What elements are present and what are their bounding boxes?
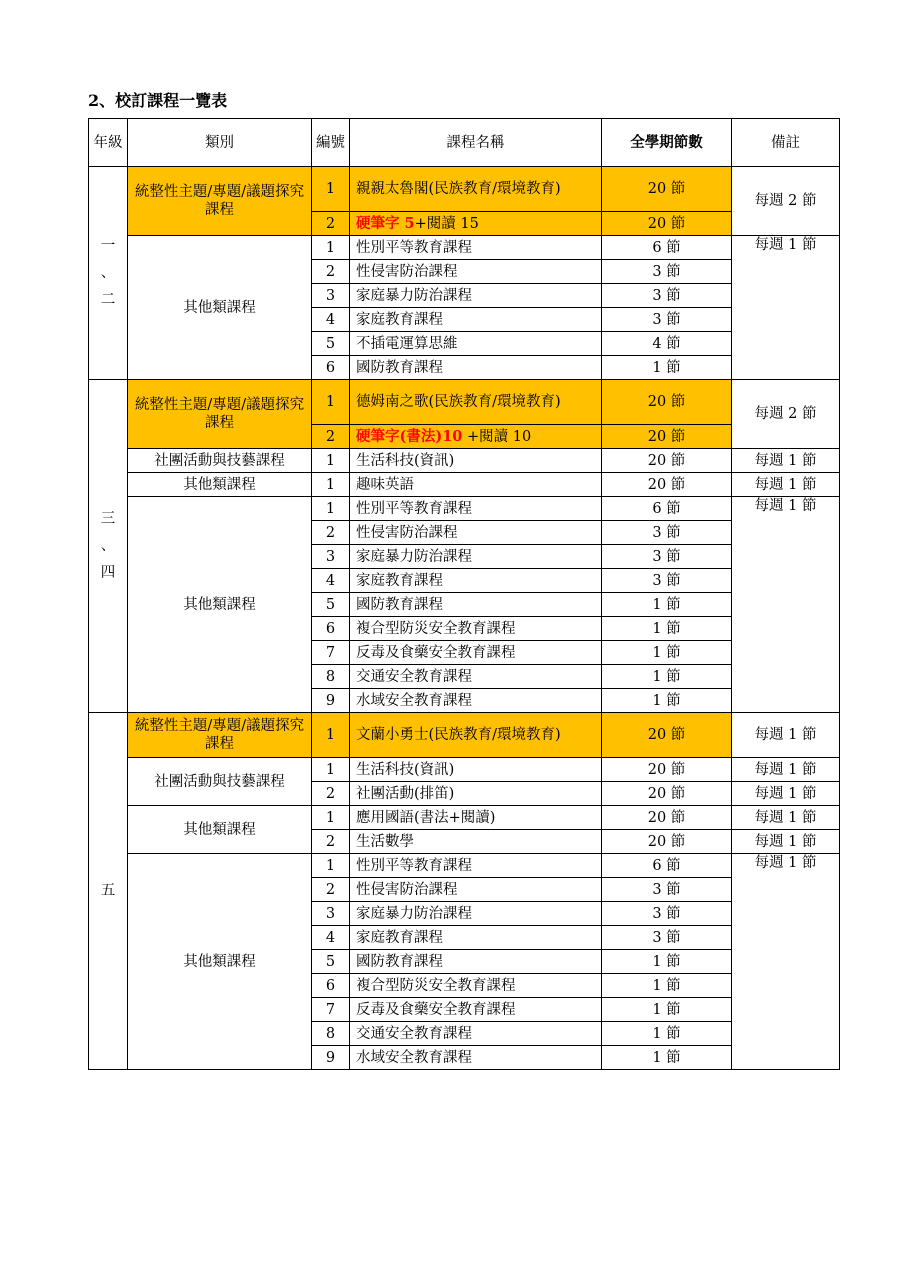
page-title: 2、校訂課程一覽表 [88,91,228,110]
header-course: 課程名稱 [350,119,602,167]
table-row [89,167,840,212]
table-row [89,380,840,425]
course-sessions: 3 節 [602,902,732,926]
course-number: 1 [312,236,350,260]
table-row [89,449,840,473]
course-name: 性別平等教育課程 [350,236,602,260]
course-sessions: 3 節 [602,284,732,308]
grade-char: 、 [100,264,116,281]
course-sessions: 1 節 [602,665,732,689]
course-sessions: 20 節 [602,425,732,449]
category-cell: 統整性主題/專題/議題探究課程 [128,380,312,449]
course-number: 3 [312,284,350,308]
course-number: 6 [312,617,350,641]
course-sessions: 1 節 [602,1046,732,1070]
course-number: 2 [312,212,350,236]
course-sessions: 20 節 [602,473,732,497]
course-sessions: 1 節 [602,998,732,1022]
course-number: 1 [312,167,350,212]
course-table [88,118,840,1070]
course-number: 9 [312,1046,350,1070]
course-name: 性侵害防治課程 [350,521,602,545]
course-name: 文蘭小勇士(民族教育/環境教育) [350,713,602,758]
course-name: 性別平等教育課程 [350,854,602,878]
course-name: 趣味英語 [350,473,602,497]
course-number: 3 [312,545,350,569]
grade-char: 、 [100,537,116,554]
header-number: 編號 [312,119,350,167]
course-name: 複合型防災安全教育課程 [350,974,602,998]
course-number: 2 [312,782,350,806]
course-sessions: 1 節 [602,593,732,617]
course-sessions: 3 節 [602,260,732,284]
course-name: 反毒及食藥安全教育課程 [350,998,602,1022]
course-number: 3 [312,902,350,926]
course-number: 1 [312,473,350,497]
course-sessions: 1 節 [602,689,732,713]
course-name: 應用國語(書法+閱讀) [350,806,602,830]
header-sessions: 全學期節數 [602,119,732,167]
category-cell: 其他類課程 [128,806,312,854]
table-row [89,497,840,521]
category-cell: 其他類課程 [128,497,312,713]
course-sessions: 20 節 [602,830,732,854]
header-category: 類別 [128,119,312,167]
course-number: 2 [312,521,350,545]
course-sessions: 20 節 [602,758,732,782]
category-cell: 統整性主題/專題/議題探究課程 [128,167,312,236]
course-note: 每週 1 節 [732,497,840,713]
table-row [89,713,840,758]
course-note: 每週 1 節 [732,806,840,830]
course-note: 每週 1 節 [732,758,840,782]
course-sessions: 20 節 [602,806,732,830]
course-name-highlight: 硬筆字(書法)10 [356,427,463,445]
course-name: 德姆南之歌(民族教育/環境教育) [350,380,602,425]
course-name: 生活科技(資訊) [350,449,602,473]
course-name: 生活科技(資訊) [350,758,602,782]
course-number: 2 [312,878,350,902]
course-sessions: 3 節 [602,521,732,545]
header-note: 備註 [732,119,840,167]
course-number: 5 [312,593,350,617]
grade-char: 三 [100,510,116,527]
course-note: 每週 1 節 [732,854,840,1070]
course-name: 反毒及食藥安全教育課程 [350,641,602,665]
course-name: 水域安全教育課程 [350,689,602,713]
course-sessions: 1 節 [602,356,732,380]
course-sessions: 4 節 [602,332,732,356]
course-note: 每週 1 節 [732,473,840,497]
course-number: 6 [312,974,350,998]
course-name: 家庭暴力防治課程 [350,284,602,308]
table-row [89,806,840,830]
course-name: 性侵害防治課程 [350,878,602,902]
course-sessions: 20 節 [602,449,732,473]
course-name: 家庭教育課程 [350,926,602,950]
grade-cell [89,167,128,380]
grade-char: 五 [100,882,116,899]
course-number: 4 [312,308,350,332]
course-name: 性別平等教育課程 [350,497,602,521]
category-cell: 統整性主題/專題/議題探究課程 [128,713,312,758]
course-note: 每週 1 節 [732,830,840,854]
course-name: 國防教育課程 [350,356,602,380]
course-note: 每週 1 節 [732,449,840,473]
course-name: 生活數學 [350,830,602,854]
course-sessions: 3 節 [602,878,732,902]
course-name: 交通安全教育課程 [350,665,602,689]
course-number: 7 [312,641,350,665]
course-name: 交通安全教育課程 [350,1022,602,1046]
category-cell: 其他類課程 [128,473,312,497]
course-note: 每週 1 節 [732,782,840,806]
course-number: 4 [312,569,350,593]
course-name: 家庭教育課程 [350,308,602,332]
course-sessions: 1 節 [602,617,732,641]
course-note: 每週 2 節 [732,167,840,236]
course-sessions: 1 節 [602,1022,732,1046]
course-number: 8 [312,1022,350,1046]
table-row [89,854,840,878]
table-row [89,758,840,782]
course-number: 1 [312,497,350,521]
course-number: 6 [312,356,350,380]
course-name [350,212,602,236]
course-sessions: 20 節 [602,167,732,212]
course-sessions: 3 節 [602,308,732,332]
course-sessions: 3 節 [602,569,732,593]
course-name [350,425,602,449]
course-name: 親親太魯閣(民族教育/環境教育) [350,167,602,212]
course-name: 家庭教育課程 [350,569,602,593]
course-number: 7 [312,998,350,1022]
course-number: 1 [312,758,350,782]
course-name: 水域安全教育課程 [350,1046,602,1070]
course-name-highlight: 硬筆字 5 [356,214,415,232]
course-sessions: 20 節 [602,212,732,236]
course-sessions: 1 節 [602,950,732,974]
course-number: 1 [312,854,350,878]
course-sessions: 6 節 [602,497,732,521]
header-grade: 年級 [89,119,128,167]
course-name: 複合型防災安全教育課程 [350,617,602,641]
course-note: 每週 1 節 [732,713,840,758]
category-cell: 其他類課程 [128,236,312,380]
course-sessions: 3 節 [602,926,732,950]
course-sessions: 6 節 [602,854,732,878]
course-number: 2 [312,830,350,854]
grade-char: 二 [100,291,116,308]
course-sessions: 6 節 [602,236,732,260]
course-number: 2 [312,425,350,449]
course-name: 家庭暴力防治課程 [350,902,602,926]
course-sessions: 20 節 [602,713,732,758]
category-cell: 社團活動與技藝課程 [128,758,312,806]
course-sessions: 3 節 [602,545,732,569]
course-sessions: 20 節 [602,782,732,806]
course-sessions: 1 節 [602,974,732,998]
course-number: 5 [312,950,350,974]
course-name: 不插電運算思維 [350,332,602,356]
course-sessions: 20 節 [602,380,732,425]
course-number: 1 [312,806,350,830]
course-name-rest: +閱讀 15 [414,215,479,232]
course-number: 5 [312,332,350,356]
course-sessions: 1 節 [602,641,732,665]
course-name: 國防教育課程 [350,950,602,974]
table-row [89,473,840,497]
course-name-rest: +閱讀 10 [462,428,532,445]
grade-cell [89,380,128,713]
course-number: 8 [312,665,350,689]
course-note: 每週 2 節 [732,380,840,449]
course-number: 9 [312,689,350,713]
course-note: 每週 1 節 [732,236,840,380]
course-number: 1 [312,380,350,425]
grade-char: 四 [100,564,116,581]
grade-cell [89,713,128,1070]
course-number: 1 [312,449,350,473]
grade-char: 一 [100,237,116,254]
course-number: 2 [312,260,350,284]
course-name: 國防教育課程 [350,593,602,617]
course-name: 性侵害防治課程 [350,260,602,284]
course-number: 4 [312,926,350,950]
course-name: 社團活動(排笛) [350,782,602,806]
course-number: 1 [312,713,350,758]
category-cell: 其他類課程 [128,854,312,1070]
table-row [89,236,840,260]
course-name: 家庭暴力防治課程 [350,545,602,569]
table-header [89,119,840,167]
category-cell: 社團活動與技藝課程 [128,449,312,473]
